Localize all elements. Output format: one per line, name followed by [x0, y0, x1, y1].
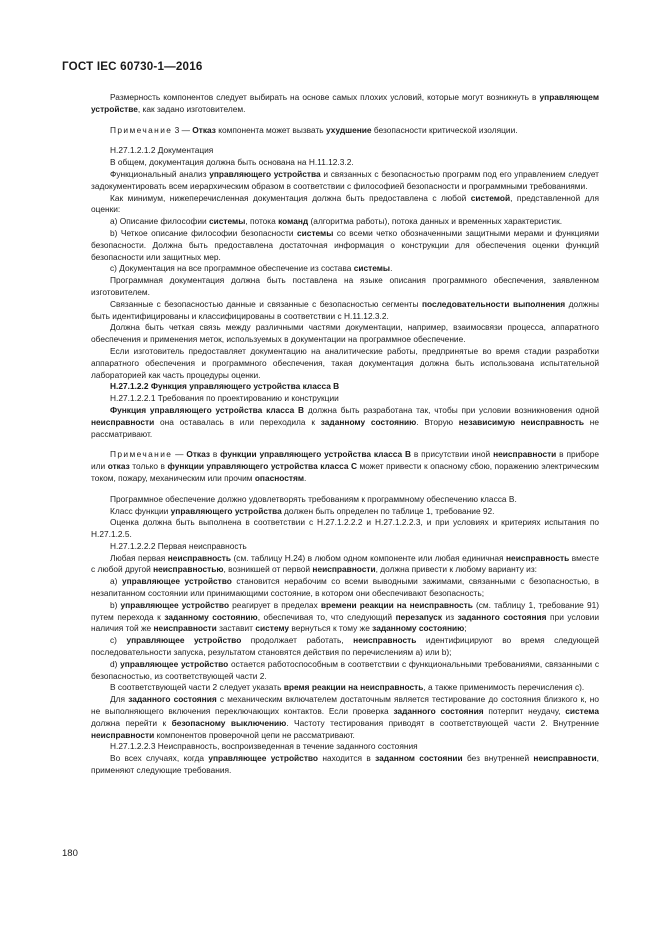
list-item-d: d) управляющее устройство остается работоспособным в соответствии с функциональными требованиями, связанными с безопасностью, из соответствующей части 2.: [91, 658, 599, 681]
subsection-heading: Н.27.1.2.2.2 Первая неисправность: [110, 540, 247, 551]
paragraph: В соответствующей части 2 следует указать время реакции на неисправность, а также применимость перечисления c).: [110, 682, 585, 693]
section-heading: Н.27.1.2.2 Функция управляющего устройства класса В: [110, 381, 340, 392]
subsection-heading: Н.27.1.2.1.2 Документация: [110, 145, 214, 156]
document-body: [91, 92, 599, 777]
paragraph: Класс функции управляющего устройства должен быть определен по таблице 1, требование 92.: [110, 505, 495, 516]
paragraph: Программная документация должна быть поставлена на языке описания программного обеспечения, заявленном изготовителем.: [91, 275, 599, 297]
paragraph: Оценка должна быть выполнена в соответствии с Н.27.1.2.2.2 и Н.27.1.2.2.3, и при условиях и критериях испытания по Н.27.1.2.5.: [91, 517, 599, 540]
paragraph: Программное обеспечение должно удовлетворять требованиям к программному обеспечению класса В.: [110, 493, 517, 504]
subsection-heading: Н.27.1.2.2.1 Требования по проектированию и конструкции: [110, 393, 339, 404]
subsection-heading: Н.27.1.2.2.3 Неисправность, воспроизведенная в течение заданного состояния: [110, 741, 418, 752]
note-3: Примечание 3 — Отказ компонента может вызвать ухудшение безопасности критической изоляции.: [110, 124, 518, 135]
paragraph: Если изготовитель предоставляет документацию на аналитические работы, предпринятые во время стадии разработки аппаратного обеспечения и программного обеспечения, такая документация должна быть использована испытательной лабораторией как часть процедуры оценки.: [91, 345, 599, 380]
paragraph: Для заданного состояния с механическим включателем достаточным является тестирование до состояния близкого к, но не выполняющего включения переключающих контактов. Если проверка заданного состояния потерпит неудачу, система должна перейти к безопасному выключению. Частоту тестирования приводят в соответствующей части 2. Внутренние неисправности компонентов проверочной цепи не рассматривают.: [91, 694, 600, 740]
paragraph: Функциональный анализ управляющего устройства и связанных с безопасностью программ под его управлением следует задокументировать всем иерархическим образом в соответствии с философией безопасности и программными требованиями.: [91, 168, 599, 191]
list-item-c: c) Документация на все программное обеспечение из состава системы.: [110, 263, 393, 274]
standard-header: ГОСТ IEC 60730-1—2016: [62, 60, 203, 73]
list-item-a: a) Описание философии системы, потока команд (алгоритма работы), потока данных и временных характеристик.: [110, 216, 563, 227]
paragraph: Во всех случаях, когда управляющее устройство находится в заданном состоянии без внутренней неисправности, применяют следующие требования.: [91, 753, 599, 776]
list-item-a: a) управляющее устройство становится нерабочим со всеми выводными зажимами, связанными с безопасностью, в незапитанном состоянии или принимающими состояние, в котором они обеспечивают безопасность;: [91, 576, 599, 599]
note: Примечание — Отказ в функции управляющего устройства класса В в присутствии иной неисправности в приборе или отказ только в функции управляющего устройства класса С может привести к опасному сбою, поражению электрическим током, пожару, механическим или прочим опасностям.: [91, 449, 599, 483]
paragraph: Размерность компонентов следует выбирать на основе самых плохих условий, которые могут возникнуть в управляющем устройстве, как задано изготовителем.: [91, 92, 599, 114]
paragraph: Должна быть четкая связь между различными частями документации, например, взаимосвязи процесса, аппаратного обеспечения и применения меток, используемых в документации на программное обеспечение.: [91, 322, 599, 345]
paragraph: В общем, документация должна быть основана на Н.11.12.3.2.: [110, 157, 354, 168]
paragraph: Функция управляющего устройства класса В должна быть разработана так, чтобы при условии возникновения одной неисправности она оставалась в или переходила к заданному состоянию. Вторую независимую неисправность не рассматривают.: [91, 404, 599, 439]
list-item-b: b) Четкое описание философии безопасности системы со всеми четко обозначенными защитными мерами и функциями безопасности. Должна быть предоставлена достаточная информация о конструкции для обеспечения оценки функций безопасности или защитных мер.: [91, 227, 599, 262]
paragraph: Любая первая неисправность (см. таблицу Н.24) в любом одном компоненте или любая единичная неисправность вместе с любой другой неисправностью, возникшей от первой неисправности, должна привести к любому варианту из:: [91, 552, 600, 575]
page-number: 180: [62, 848, 78, 859]
paragraph: Связанные с безопасностью данные и связанные с безопасностью сегменты последовательности выполнения должны быть идентифицированы и классифицированы в соответствии с Н.11.12.3.2.: [91, 298, 599, 321]
list-item-c: c) управляющее устройство продолжает работать, неисправность идентифицируют во время следующей последовательности запуска, результатом становятся действия по перечислениям a) или b);: [91, 635, 599, 658]
list-item-b: b) управляющее устройство реагирует в пределах времени реакции на неисправность (см. таблицу 1, требование 91) путем перехода к заданному состоянию, обеспечивая то, что следующий перезапуск из заданного состояния при условии наличия той же неисправности заставит систему вернуться к тому же заданному состоянию;: [91, 599, 599, 634]
paragraph: Как минимум, нижеперечисленная документация должна быть предоставлена с любой системой, представленной для оценки:: [91, 192, 599, 215]
